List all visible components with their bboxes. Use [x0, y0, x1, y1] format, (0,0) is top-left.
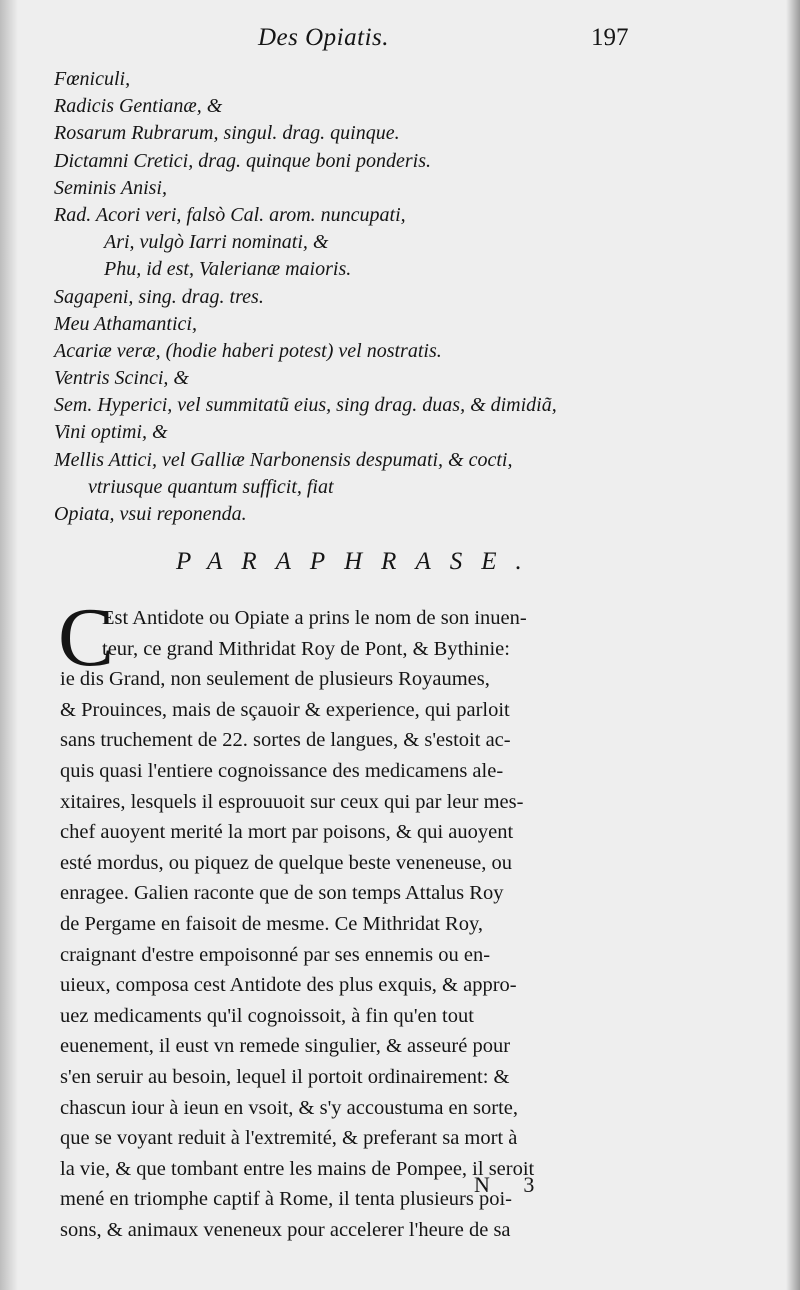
- recipe-line: Vini optimi, &: [54, 421, 168, 444]
- paragraph-line: chascun iour à ieun en vsoit, & s'y accoustuma en sorte,: [60, 1096, 518, 1119]
- recipe-line: Ventris Scinci, &: [54, 367, 189, 390]
- recipe-line: Rad. Acori veri, falsò Cal. arom. nuncupati,: [54, 203, 406, 226]
- recipe-line: Seminis Anisi,: [54, 176, 167, 199]
- paragraph-line: chef auoyent merité la mort par poisons, & qui auoyent: [60, 821, 514, 844]
- recipe-line: Opiata, vsui reponenda.: [54, 503, 247, 525]
- recipe-line: Mellis Attici, vel Galliæ Narbonensis despumati, & cocti,: [54, 448, 513, 471]
- recipe-line: Sem. Hyperici, vel summitatũ eius, sing drag. duas, & dimidiã,: [54, 394, 557, 417]
- recipe-line: Sagapeni, sing. drag. tres.: [54, 285, 264, 308]
- recipe-line: Phu, id est, Valerianæ maioris.: [104, 258, 352, 281]
- paragraph-line: sans truchement de 22. sortes de langues, & s'estoit ac-: [60, 729, 511, 752]
- paragraph-line: enragee. Galien raconte que de son temps Attalus Roy: [60, 882, 504, 905]
- paraphrase-paragraph: [60, 603, 760, 1245]
- recipe-line: Acariæ veræ, (hodie haberi potest) vel nostratis.: [54, 339, 442, 362]
- running-title: Des Opiatis.: [258, 24, 389, 51]
- signature-mark: N 3: [474, 1172, 549, 1197]
- paragraph-line: Est Antidote ou Opiate a prins le nom de son inuen-: [102, 607, 527, 629]
- drop-cap: C: [58, 591, 115, 684]
- recipe-line: Meu Athamantici,: [54, 312, 197, 335]
- recipe-line: Radicis Gentianæ, &: [54, 95, 223, 118]
- paragraph-line: mené en triomphe captif à Rome, il tenta plusieurs poi-: [60, 1188, 513, 1211]
- recipe-line: Fœniculi,: [54, 68, 131, 90]
- paragraph-line: euenement, il eust vn remede singulier, & asseuré pour: [60, 1035, 511, 1058]
- paragraph-line: uez medicaments qu'il cognoissoit, à fin qu'en tout: [60, 1004, 474, 1027]
- recipe-line: Dictamni Cretici, drag. quinque boni ponderis.: [54, 149, 432, 172]
- recipe-line: Rosarum Rubrarum, singul. drag. quinque.: [54, 122, 400, 145]
- paragraph-line: s'en seruir au besoin, lequel il portoit ordinairement: &: [60, 1065, 510, 1088]
- paragraph-line: teur, ce grand Mithridat Roy de Pont, & Bythinie:: [102, 637, 510, 660]
- paragraph-line: craignant d'estre empoisonné par ses ennemis ou en-: [60, 943, 491, 966]
- recipe-line: Ari, vulgò Iarri nominati, &: [104, 231, 329, 254]
- paragraph-line: sons, & animaux veneneux pour accelerer l'heure de sa: [60, 1218, 511, 1241]
- paragraph-line: que se voyant reduit à l'extremité, & preferant sa mort à: [60, 1127, 518, 1150]
- paragraph-line: & Prouinces, mais de sçauoir & experience, qui parloit: [60, 698, 510, 721]
- recipe-line: vtriusque quantum sufficit, fiat: [88, 475, 334, 498]
- section-heading: PARAPHRASE.: [176, 548, 541, 575]
- recipe-ingredient-list: [54, 66, 754, 528]
- paragraph-line: esté mordus, ou piquez de quelque beste veneneuse, ou: [60, 851, 513, 874]
- paragraph-line: quis quasi l'entiere cognoissance des medicamens ale-: [60, 759, 504, 782]
- paragraph-line: de Pergame en faisoit de mesme. Ce Mithridat Roy,: [60, 912, 484, 935]
- paragraph-line: ie dis Grand, non seulement de plusieurs Royaumes,: [60, 668, 490, 691]
- paragraph-line: xitaires, lesquels il esprouuoit sur ceux qui par leur mes-: [60, 790, 524, 813]
- page-number: 197: [591, 24, 629, 51]
- paragraph-line: la vie, & que tombant entre les mains de Pompee, il seroit: [60, 1157, 535, 1180]
- paragraph-line: uieux, composa cest Antidote des plus exquis, & appro-: [60, 974, 517, 997]
